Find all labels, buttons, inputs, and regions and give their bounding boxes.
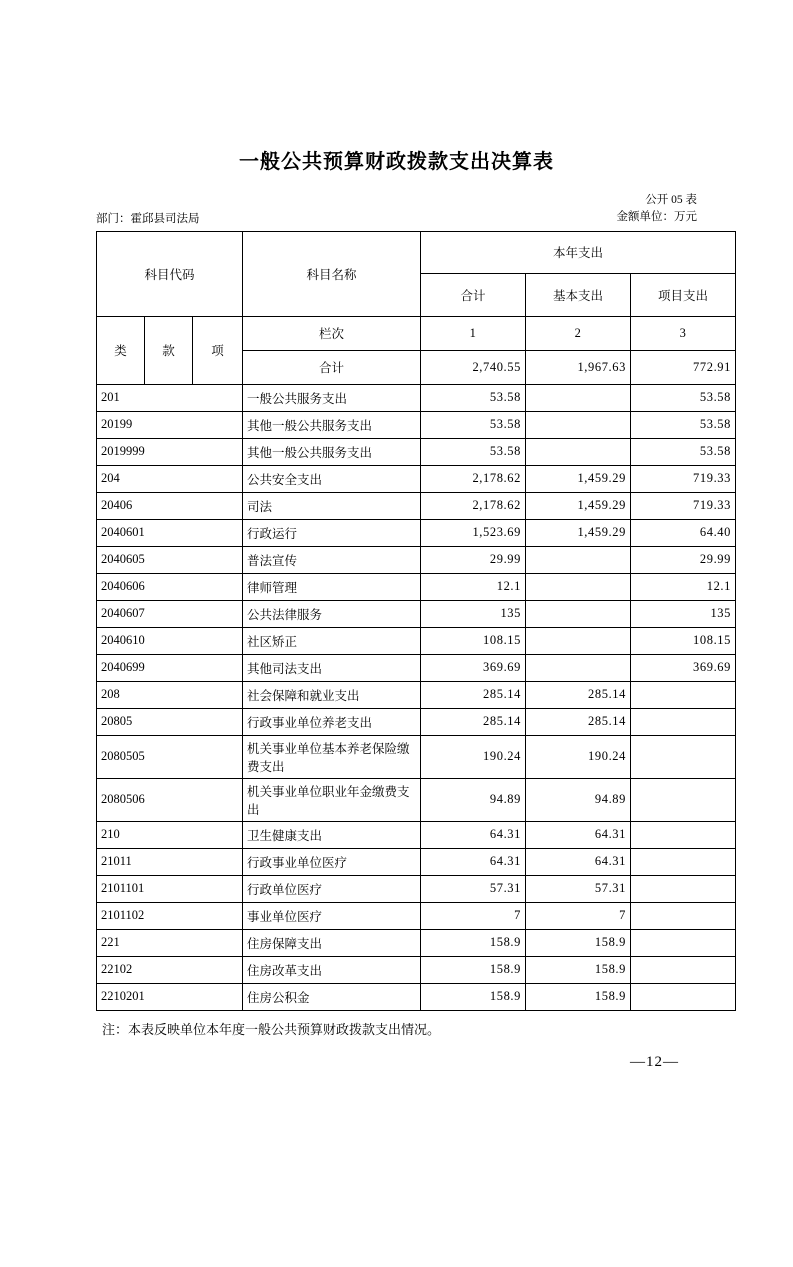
row-total: 7 <box>421 902 526 929</box>
column-index-1: 1 <box>421 316 526 350</box>
row-project <box>631 983 736 1010</box>
total-value-total: 2,740.55 <box>421 350 526 384</box>
table-footnote: 注：本表反映单位本年度一般公共预算财政拨款支出情况。 <box>102 1021 441 1037</box>
row-total: 53.58 <box>421 411 526 438</box>
table-row <box>97 384 736 411</box>
row-total: 53.58 <box>421 438 526 465</box>
total-value-project: 772.91 <box>631 350 736 384</box>
row-total: 2,178.62 <box>421 465 526 492</box>
row-total: 190.24 <box>421 735 526 778</box>
row-name: 卫生健康支出 <box>243 821 421 848</box>
table-row <box>97 708 736 735</box>
row-project: 108.15 <box>631 627 736 654</box>
row-total: 285.14 <box>421 681 526 708</box>
row-project <box>631 929 736 956</box>
table-row <box>97 546 736 573</box>
table-row <box>97 929 736 956</box>
row-basic: 94.89 <box>526 778 631 821</box>
header-group-current-year: 本年支出 <box>421 231 736 274</box>
table-row <box>97 735 736 778</box>
row-total: 2,178.62 <box>421 492 526 519</box>
row-total: 285.14 <box>421 708 526 735</box>
row-code: 2080505 <box>97 735 243 778</box>
row-project: 53.58 <box>631 438 736 465</box>
total-label: 合计 <box>243 350 421 384</box>
row-basic <box>526 411 631 438</box>
form-number: 公开 05 表 <box>645 194 697 206</box>
meta-row <box>96 192 697 227</box>
row-project: 64.40 <box>631 519 736 546</box>
amount-unit: 金额单位：万元 <box>616 211 697 224</box>
row-code: 2101102 <box>97 902 243 929</box>
table-row <box>97 778 736 821</box>
row-name: 社会保障和就业支出 <box>243 681 421 708</box>
table-row <box>97 681 736 708</box>
table-row <box>97 600 736 627</box>
row-name: 其他一般公共服务支出 <box>243 411 421 438</box>
row-code: 2040610 <box>97 627 243 654</box>
total-value-basic: 1,967.63 <box>526 350 631 384</box>
row-code: 20805 <box>97 708 243 735</box>
row-project: 369.69 <box>631 654 736 681</box>
row-basic: 1,459.29 <box>526 519 631 546</box>
header-name: 科目名称 <box>243 231 421 316</box>
table-row <box>97 627 736 654</box>
budget-table <box>96 231 736 1011</box>
row-code: 204 <box>97 465 243 492</box>
header-sub-item: 项 <box>193 316 243 384</box>
row-project <box>631 681 736 708</box>
header-total: 合计 <box>421 274 526 317</box>
row-project <box>631 708 736 735</box>
row-total: 1,523.69 <box>421 519 526 546</box>
row-code: 2040605 <box>97 546 243 573</box>
row-basic <box>526 627 631 654</box>
row-basic: 158.9 <box>526 983 631 1010</box>
row-basic: 1,459.29 <box>526 492 631 519</box>
header-project: 项目支出 <box>631 274 736 317</box>
row-name: 行政事业单位养老支出 <box>243 708 421 735</box>
meta-right-block <box>617 192 698 227</box>
row-code: 2101101 <box>97 875 243 902</box>
row-name: 住房保障支出 <box>243 929 421 956</box>
row-name: 公共法律服务 <box>243 600 421 627</box>
row-total: 29.99 <box>421 546 526 573</box>
document-page <box>0 145 793 1267</box>
table-body <box>97 231 736 1010</box>
row-total: 158.9 <box>421 929 526 956</box>
row-name: 普法宣传 <box>243 546 421 573</box>
page-number: —12— <box>630 1053 679 1070</box>
row-basic <box>526 654 631 681</box>
row-name: 机关事业单位职业年金缴费支出 <box>243 778 421 821</box>
row-name: 一般公共服务支出 <box>243 384 421 411</box>
table-row <box>97 956 736 983</box>
table-row <box>97 465 736 492</box>
row-name: 社区矫正 <box>243 627 421 654</box>
row-code: 210 <box>97 821 243 848</box>
table-row <box>97 875 736 902</box>
row-code: 20406 <box>97 492 243 519</box>
row-basic: 64.31 <box>526 848 631 875</box>
row-basic: 1,459.29 <box>526 465 631 492</box>
row-total: 94.89 <box>421 778 526 821</box>
row-project: 53.58 <box>631 411 736 438</box>
row-total: 57.31 <box>421 875 526 902</box>
row-project: 12.1 <box>631 573 736 600</box>
row-total: 64.31 <box>421 848 526 875</box>
row-basic: 158.9 <box>526 956 631 983</box>
table-row <box>97 654 736 681</box>
row-project: 53.58 <box>631 384 736 411</box>
row-code: 221 <box>97 929 243 956</box>
table-header-row-3 <box>97 316 736 350</box>
row-code: 201 <box>97 384 243 411</box>
row-project <box>631 778 736 821</box>
row-name: 其他一般公共服务支出 <box>243 438 421 465</box>
row-basic: 158.9 <box>526 929 631 956</box>
row-basic <box>526 546 631 573</box>
row-total: 135 <box>421 600 526 627</box>
row-total: 369.69 <box>421 654 526 681</box>
table-row <box>97 573 736 600</box>
row-code: 21011 <box>97 848 243 875</box>
table-row <box>97 848 736 875</box>
row-total: 158.9 <box>421 956 526 983</box>
header-code: 科目代码 <box>97 231 243 316</box>
row-total: 108.15 <box>421 627 526 654</box>
row-code: 2040607 <box>97 600 243 627</box>
row-name: 司法 <box>243 492 421 519</box>
row-name: 机关事业单位基本养老保险缴费支出 <box>243 735 421 778</box>
row-total: 12.1 <box>421 573 526 600</box>
row-name: 行政运行 <box>243 519 421 546</box>
column-index-3: 3 <box>631 316 736 350</box>
table-row <box>97 821 736 848</box>
department-label: 部门：霍邱县司法局 <box>96 212 200 225</box>
row-code: 2040699 <box>97 654 243 681</box>
row-name: 行政事业单位医疗 <box>243 848 421 875</box>
row-total: 158.9 <box>421 983 526 1010</box>
row-name: 公共安全支出 <box>243 465 421 492</box>
table-row <box>97 492 736 519</box>
row-project <box>631 902 736 929</box>
row-code: 2040606 <box>97 573 243 600</box>
row-name: 行政单位医疗 <box>243 875 421 902</box>
table-row <box>97 438 736 465</box>
row-project <box>631 848 736 875</box>
row-project <box>631 821 736 848</box>
row-code: 2080506 <box>97 778 243 821</box>
row-code: 22102 <box>97 956 243 983</box>
page-title: 一般公共预算财政拨款支出决算表 <box>239 151 554 173</box>
table-row <box>97 519 736 546</box>
row-code: 2019999 <box>97 438 243 465</box>
row-basic: 7 <box>526 902 631 929</box>
table-row <box>97 983 736 1010</box>
row-basic: 64.31 <box>526 821 631 848</box>
row-basic <box>526 573 631 600</box>
row-project: 719.33 <box>631 465 736 492</box>
row-code: 20199 <box>97 411 243 438</box>
row-project: 719.33 <box>631 492 736 519</box>
row-basic <box>526 384 631 411</box>
row-project: 29.99 <box>631 546 736 573</box>
row-project <box>631 875 736 902</box>
header-basic: 基本支出 <box>526 274 631 317</box>
row-project: 135 <box>631 600 736 627</box>
row-code: 2040601 <box>97 519 243 546</box>
table-row <box>97 902 736 929</box>
row-name: 其他司法支出 <box>243 654 421 681</box>
table-row <box>97 411 736 438</box>
row-code: 2210201 <box>97 983 243 1010</box>
row-project <box>631 735 736 778</box>
row-name: 住房改革支出 <box>243 956 421 983</box>
row-basic: 57.31 <box>526 875 631 902</box>
header-column-index-label: 栏次 <box>243 316 421 350</box>
row-name: 住房公积金 <box>243 983 421 1010</box>
row-name: 律师管理 <box>243 573 421 600</box>
row-total: 64.31 <box>421 821 526 848</box>
row-basic: 285.14 <box>526 708 631 735</box>
row-basic <box>526 438 631 465</box>
column-index-2: 2 <box>526 316 631 350</box>
header-sub-class: 类 <box>97 316 145 384</box>
header-sub-section: 款 <box>145 316 193 384</box>
row-basic: 190.24 <box>526 735 631 778</box>
row-total: 53.58 <box>421 384 526 411</box>
row-basic: 285.14 <box>526 681 631 708</box>
row-code: 208 <box>97 681 243 708</box>
row-project <box>631 956 736 983</box>
row-name: 事业单位医疗 <box>243 902 421 929</box>
row-basic <box>526 600 631 627</box>
table-header-row-1 <box>97 231 736 274</box>
